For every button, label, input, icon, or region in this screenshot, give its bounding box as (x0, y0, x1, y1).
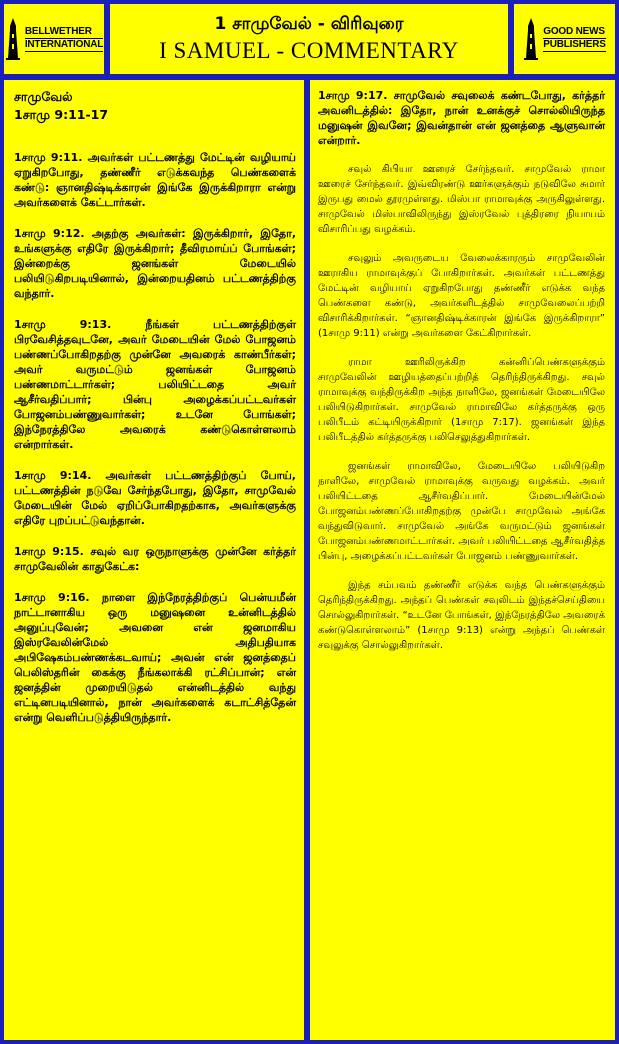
commentary-paragraph: ராமா ஊரிலிருக்கிற கன்னிப்பெண்களுக்கும் சாமுவேலின் ஊழியத்தைப்பற்றித் தெரிந்திருக்கிறது. சவுல் ராமாவுக்கு வந்திருக்கிற அந்த நாளிலே, ஜனங்கள் மேடையிலே பலியிடுகிறார்கள். சாமுவேல் ராமாவிலே கர்த்தருக்கு ஒரு பலிபீடம் கட்டியிருக்கிறார் (1சாமு 7:17). ஜனங்கள் இந்த பலிபீடத்தில் கர்த்தருக்கு பலிசெலுத்துகிறார்கள். (318, 357, 605, 443)
page-title-english: I SAMUEL - COMMENTARY (159, 38, 459, 63)
verse-9-14: 1சாமு 9:14. அவர்கள் பட்டணத்திற்குப் போய், பட்டணத்தின் நடுவே சேர்ந்தபோது, இதோ, சாமுவேல் மேடையின் மேல் ஏறிப்போகிறதற்காக, அவர்களுக்கு எதிரே புறப்பட்டுவந்தான். (14, 469, 296, 527)
verse-9-12: 1சாமு 9:12. அதற்கு அவர்கள்: இருக்கிறார், இதோ, உங்களுக்கு எதிரே இருக்கிறார்; தீவிரமாய்ப் போங்கள்; இன்றைக்கு ஜனங்கள் மேடையில் பலியிடுகிறபடியினால், இன்றையதினம் பட்டணத்திற்கு வந்தார். (14, 227, 296, 300)
commentary-paragraph: சவுலும் அவருடைய வேலைக்காரரும் சாமுவேலின் ஊராகிய ராமாவுக்குப் போகிறார்கள். அவர்கள் பட்டணத்து மேட்டின் வழியாய் ஏறுகிறபோது தண்ணீர் எடுக்க வந்த பெண்களை கண்டு, அவர்களிடத்தில் சாமுவேலைப்பற்றி விசாரிக்கிறார்கள். “ஞானதிஷ்டிக்காரன் இங்கே இருக்கிறாரா” (1சாமு 9:11) என்று அவர்களை கேட்கிறார்கள். (318, 253, 605, 339)
scripture-column (4, 80, 304, 1040)
logo-right-line-2: PUBLISHERS (543, 39, 606, 50)
book-name: சாமுவேல் (14, 89, 73, 104)
logo-good-news-group (514, 4, 615, 74)
logo-bellwether (4, 4, 104, 74)
title-box (110, 4, 508, 74)
tower-icon (523, 18, 539, 60)
logo-left-line-2: INTERNATIONAL (24, 39, 104, 50)
section-heading (14, 88, 296, 124)
page-title-tamil: 1 சாமுவேல் - விரிவுரை (214, 14, 404, 34)
commentary-paragraph: சவுல் கிபியா ஊரைச் சேர்ந்தவர். சாமுவேல் ராமா ஊரைச் சேர்ந்தவர். இவ்விரண்டு ஊர்களுக்கும் நடுவிலே சுமார் இருபது மைல் தூரமுள்ளது. மிஸ்பா ராமாவுக்கு அருகிலுள்ளது. சாமுவேல் மிஸ்பாவிலிருந்து இஸ்ரவேல் புத்திரரை நியாயம் விசாரிப்பது வழக்கம். (318, 164, 605, 235)
logo-left-line-1: BELLWETHER (25, 26, 103, 39)
verse-9-11: 1சாமு 9:11. அவர்கள் பட்டணத்து மேட்டின் வழியாய் ஏறுகிறபோது, தண்ணீர் எடுக்கவந்த பெண்களைக் கண்டு: ஞானதிஷ்டிக்காரன் இங்கே இருக்கிறாரா என்று அவர்களைக் கேட்டார்கள். (14, 151, 296, 209)
logo-right-text (543, 26, 605, 52)
verse-9-13: 1சாமு 9:13. நீங்கள் பட்டணத்திற்குள் பிரவேசித்தவுடனே, அவர் மேடையின் மேல் போஜனம் பண்ணப்போகிறதற்கு முன்னே அவரைக் காண்பீர்கள்; அவர் வருமட்டும் ஜனங்கள் போஜனம் பண்ணமாட்டார்கள்; பலியிட்டதை அவர் ஆசீர்வதிப்பார்; பின்பு அழைக்கப்பட்டவர்கள் போஜனம்பண்ணுவார்கள்; உடனே போங்கள்; இந்நேரத்திலே அவரைக் கண்டுகொள்ளலாம் என்றார்கள். (14, 318, 296, 451)
logo-left-text (25, 26, 103, 52)
commentary-paragraph: ஜனங்கள் ராமாவிலே, மேடையிலே பலியிடுகிற நாளிலே, சாமுவேல் ராமாவுக்கு வருவது வழக்கம். அவர் பலியிட்டதை ஆசீர்வதிப்பார். மேடையின்மேல் போஜனம்பண்ணப்போகிறதற்கு முன்பே சாமுவேல் அங்கே வந்துவிடுவார். சாமுவேல் அங்கே வருமட்டும் ஜனங்கள் போஜனம்பண்ணமாட்டார்கள். அவர் பலியிட்டதை ஆசீர்வதித்த பின்பு, அழைக்கப்பட்டவர்கள் போஜனம் பண்ணுவார்கள். (318, 461, 605, 562)
verse-9-15: 1சாமு 9:15. சவுல் வர ஒருநாளுக்கு முன்னே கர்த்தர் சாமுவேலின் காதுகேட்க: (14, 545, 296, 573)
logo-right-line-1: GOOD NEWS (543, 26, 605, 37)
logo-bellwether-group (4, 4, 104, 74)
logo-good-news (514, 4, 615, 74)
verse-9-16: 1சாமு 9:16. நாளை இந்நேரத்திற்குப் பென்யமீன் நாட்டானாகிய ஒரு மனுஷனை உன்னிடத்தில் அனுப்புவேன்; அவனை என் ஜனமாகிய இஸ்ரவேலின்மேல் அதிபதியாக அபிஷேகம்பண்ணக்கடவாய்; அவன் என் ஜனத்தைப் பெலிஸ்தரின் கைக்கு நீங்கலாக்கி ரட்சிப்பான்; என் ஜனத்தின் முறையிடுதல் என்னிடத்தில் வந்து எட்டினபடியினால், நான் அவர்களைக் கடாட்சித்தேன் என்று வெளிப்படுத்தியிருந்தார். (14, 591, 296, 724)
tower-icon (5, 18, 21, 60)
passage-reference: 1சாமு 9:11-17 (14, 107, 109, 122)
verse-9-17: 1சாமு 9:17. சாமுவேல் சவுலைக் கண்டபோது, கர்த்தர் அவனிடத்தில்: இதோ, நான் உனக்குச் சொல்லியிருந்த மனுஷன் இவனே; இவன்தான் என் ஜனத்தை ஆளுவான் என்றார். (318, 89, 605, 147)
commentary-paragraph: இந்த சம்பவம் தண்ணீர் எடுக்க வந்த பெண்களுக்கும் தெரிந்திருக்கிறது. அந்தப் பெண்கள் சவுலிடம் இந்தச்செய்தியை சொல்லுகிறார்கள். “உடனே போங்கள், இந்நேரத்திலே அவரைக் கண்டுகொள்ளலாம்” (1சாமு 9:13) என்று அந்தப் பெண்கள் சவுலுக்கு சொல்லுகிறார்கள். (318, 580, 605, 651)
commentary-column (310, 80, 615, 1040)
